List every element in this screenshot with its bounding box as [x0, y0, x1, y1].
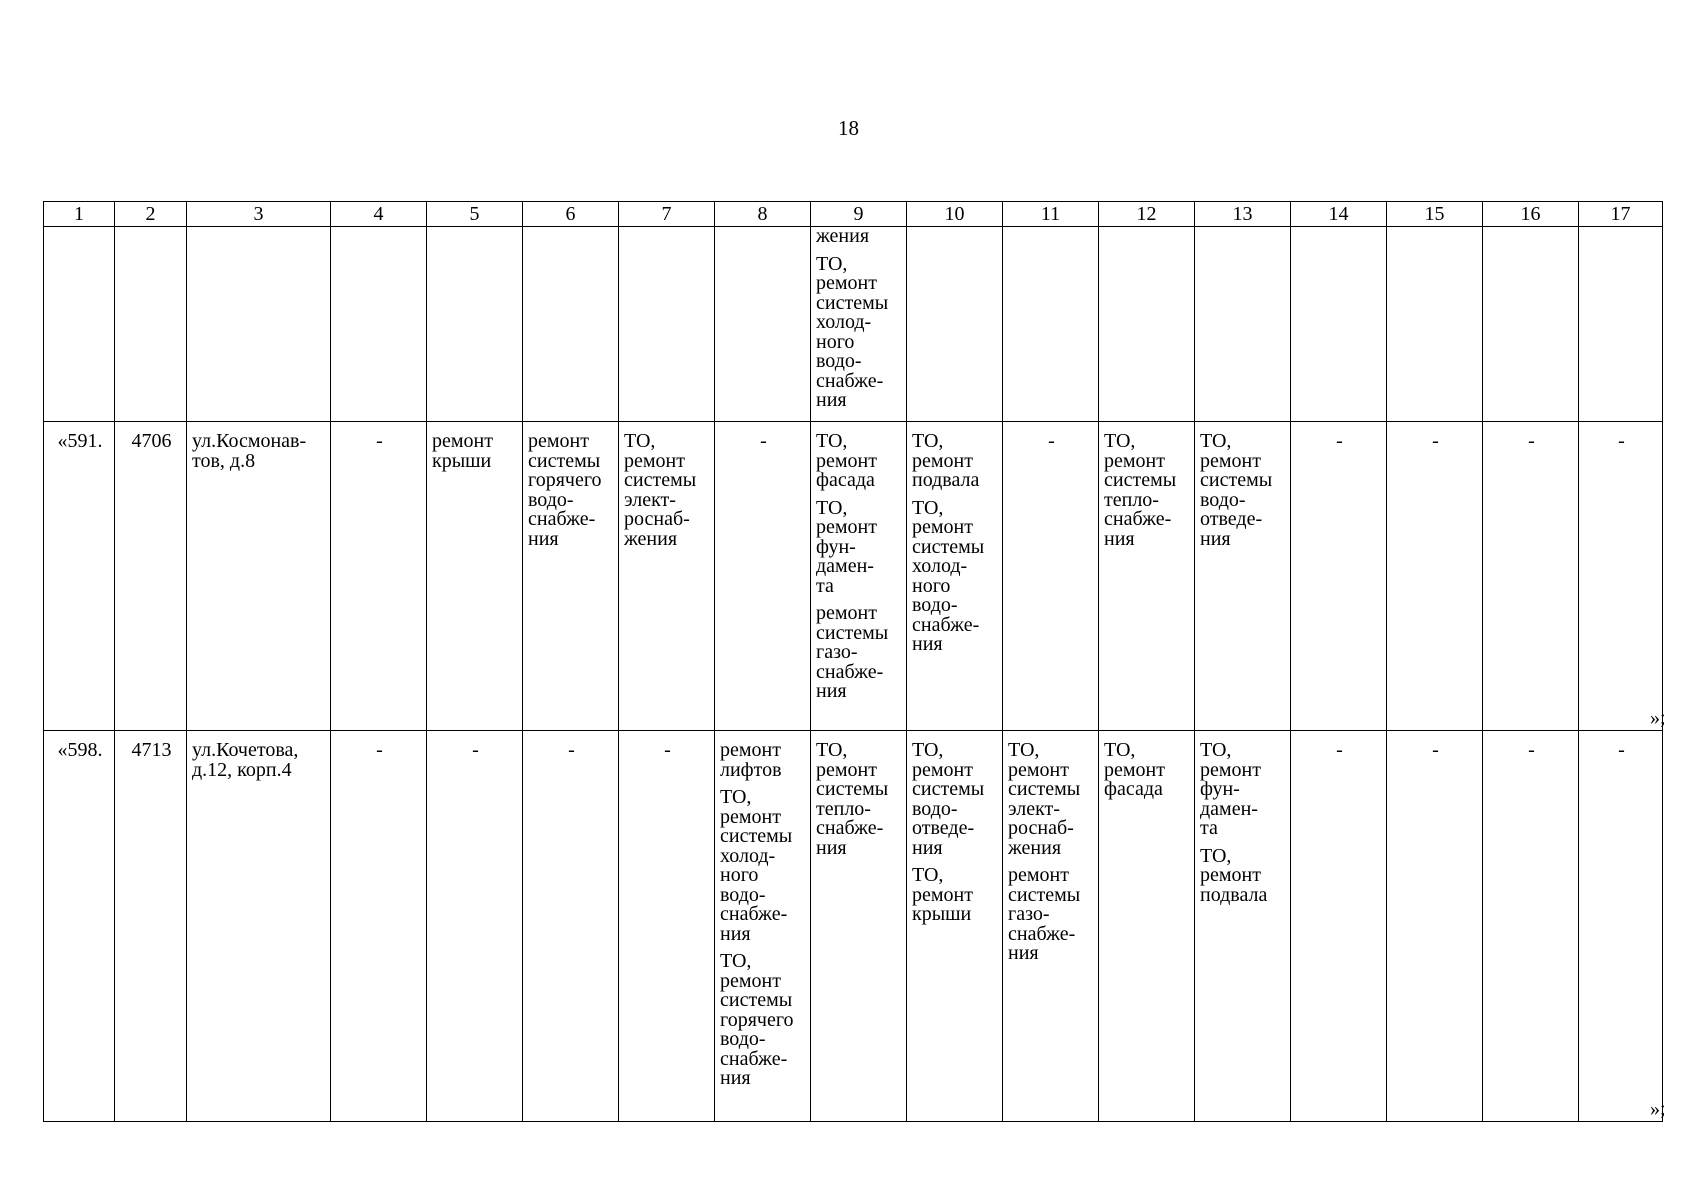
table-cell — [1483, 227, 1579, 422]
cell-text-line: ТО, — [1200, 430, 1232, 452]
cell-text-line: тепло- — [816, 797, 871, 820]
table-cell — [187, 422, 331, 731]
cell-text-line: ного — [912, 574, 951, 597]
column-number: 13 — [1195, 202, 1291, 227]
cell-text-line: ремонт — [720, 805, 781, 828]
cell-text-line: холод- — [720, 844, 776, 867]
cell-text-line: - — [1432, 739, 1439, 761]
cell-text-line: та — [1200, 817, 1218, 839]
table-cell — [44, 227, 115, 422]
table-cell — [1291, 227, 1387, 422]
table-row — [44, 227, 1663, 422]
cell-entry — [1200, 844, 1287, 906]
cell-text-line: системы — [912, 535, 985, 558]
column-number: 4 — [331, 202, 427, 227]
table-cell — [907, 731, 1003, 1122]
table-cell — [907, 227, 1003, 422]
cell-text-line: ремонт — [912, 758, 973, 781]
table-cell — [44, 731, 115, 1122]
table-cell — [1195, 227, 1291, 422]
cell-text-line: ТО, — [912, 864, 944, 886]
cell-text-line: снабже- — [1104, 508, 1172, 530]
table-cell — [44, 422, 115, 731]
cell-text-line: ТО, — [720, 786, 752, 808]
closing-quote: »; — [1650, 1097, 1666, 1120]
cell-entry — [120, 741, 183, 761]
cell-text-line: водо- — [912, 797, 958, 820]
cell-text-line: ТО, — [1104, 739, 1136, 761]
cell-text-line: водо- — [720, 1028, 766, 1050]
cell-entry — [1584, 741, 1659, 761]
table-cell — [715, 422, 811, 731]
cell-text-line: ТО, — [1200, 739, 1232, 761]
cell-entry — [1008, 432, 1095, 452]
cell-entry — [1488, 741, 1575, 761]
cell-entry — [432, 432, 519, 471]
cell-entry — [816, 432, 903, 491]
column-number: 5 — [427, 202, 523, 227]
cell-text-line: ния — [528, 527, 559, 550]
table-cell — [1099, 422, 1195, 731]
cell-entry — [1008, 741, 1095, 858]
cell-text-line: ТО, — [1200, 844, 1232, 867]
table-cell — [1291, 731, 1387, 1122]
cell-text-line: ния — [1104, 527, 1135, 550]
cell-text-line: системы — [816, 778, 889, 800]
cell-text-line: ния — [720, 1067, 751, 1089]
cell-text-line: системы — [816, 621, 889, 644]
cell-text-line: - — [376, 739, 383, 761]
table-cell — [427, 227, 523, 422]
cell-text-line: ремонт — [624, 449, 685, 472]
table-cell — [1387, 227, 1483, 422]
table-cell — [715, 227, 811, 422]
cell-text-line: жения — [816, 226, 870, 247]
column-number: 14 — [1291, 202, 1387, 227]
column-number: 1 — [44, 202, 115, 227]
cell-text-line: фасада — [1104, 778, 1163, 800]
cell-text-line: ТО, — [1104, 430, 1136, 452]
table-cell — [427, 422, 523, 731]
column-number: 2 — [115, 202, 187, 227]
table-cell — [1195, 422, 1291, 731]
cell-text-line: роснаб- — [624, 508, 690, 530]
cell-text-line: ремонт — [720, 739, 781, 761]
cell-text-line: системы — [720, 989, 793, 1011]
cell-entry — [720, 788, 807, 944]
cell-entry — [912, 432, 999, 491]
cell-text-line: ремонт — [1104, 449, 1165, 472]
table-cell — [523, 731, 619, 1122]
cell-text-line: системы — [1008, 883, 1081, 906]
cell-text-line: - — [1432, 430, 1439, 452]
cell-entry — [912, 866, 999, 925]
cell-text-line: - — [664, 739, 671, 761]
cell-text-line: лифтов — [720, 758, 782, 781]
cell-entry — [1392, 741, 1479, 761]
cell-text-line: холод- — [912, 555, 968, 577]
cell-text-line: - — [568, 739, 575, 761]
cell-text-line: ремонт — [816, 602, 877, 624]
cell-text-line: ТО, — [1008, 739, 1040, 761]
column-number-row — [44, 202, 1663, 227]
column-number: 17 — [1579, 202, 1663, 227]
cell-text-line: элект- — [1008, 797, 1060, 820]
cell-text-line: ния — [720, 922, 751, 945]
cell-text-line: снабже- — [912, 613, 980, 636]
table-cell — [523, 422, 619, 731]
cell-text-line: ремонт — [1200, 864, 1261, 886]
cell-text-line: системы — [720, 825, 793, 847]
cell-text-line: системы — [528, 449, 601, 472]
cell-text-line: ремонт — [912, 449, 973, 472]
cell-entry — [816, 227, 903, 247]
table-cell — [1099, 227, 1195, 422]
cell-entry — [624, 432, 711, 549]
cell-entry — [720, 741, 807, 780]
cell-text-line: фасада — [816, 469, 875, 491]
cell-entry — [912, 741, 999, 858]
column-number: 9 — [811, 202, 907, 227]
cell-text-line: системы — [624, 469, 697, 491]
cell-text-line: - — [1618, 739, 1625, 761]
cell-text-line: ремонт — [1104, 758, 1165, 781]
table-cell — [115, 227, 187, 422]
cell-entry — [1296, 432, 1383, 452]
cell-text-line: - — [1336, 739, 1343, 761]
cell-text-line: газо- — [1008, 903, 1050, 925]
cell-text-line: ТО, — [912, 430, 944, 452]
cell-text-line: - — [1336, 430, 1343, 452]
cell-text-line: - — [1048, 430, 1055, 452]
cell-entry — [816, 741, 903, 858]
closing-quote: »; — [1650, 706, 1666, 729]
table-cell — [811, 227, 907, 422]
table-cell — [619, 731, 715, 1122]
cell-text-line: горячего — [528, 469, 602, 491]
cell-text-line: ния — [816, 836, 847, 859]
cell-text-line: водо- — [1200, 488, 1246, 511]
table-cell — [1579, 731, 1663, 1122]
cell-text-line: холод- — [816, 311, 872, 333]
column-number: 8 — [715, 202, 811, 227]
table-cell — [1387, 422, 1483, 731]
table-cell — [1003, 422, 1099, 731]
table-cell — [1483, 731, 1579, 1122]
cell-entry — [192, 741, 327, 780]
cell-text-line: ТО, — [816, 252, 848, 275]
cell-entry — [336, 741, 423, 761]
table-cell — [907, 422, 1003, 731]
table-row — [44, 731, 1663, 1122]
cell-text-line: д.12, корп.4 — [192, 758, 292, 781]
repair-schedule-table — [43, 201, 1663, 1122]
table-cell — [1195, 731, 1291, 1122]
table-cell — [1483, 422, 1579, 731]
cell-text-line: подвала — [1200, 883, 1268, 906]
cell-entry — [816, 496, 903, 597]
cell-entry — [1200, 741, 1287, 839]
cell-text-line: - — [1528, 430, 1535, 452]
cell-text-line: ТО, — [912, 739, 944, 761]
cell-text-line: снабже- — [720, 1047, 788, 1070]
table-cell — [187, 731, 331, 1122]
cell-entry — [1296, 741, 1383, 761]
cell-text-line: ремонт — [816, 272, 877, 294]
cell-text-line: системы — [1104, 469, 1177, 491]
table-cell — [1003, 731, 1099, 1122]
cell-text-line: ния — [816, 389, 847, 411]
cell-text-line: ния — [912, 633, 943, 655]
cell-text-line: дамен- — [816, 555, 874, 577]
cell-text-line: ремонт — [1008, 758, 1069, 781]
cell-text-line: ремонт — [816, 758, 877, 781]
page-number: 18 — [838, 116, 859, 140]
cell-text-line: системы — [1200, 469, 1273, 491]
cell-text-line: та — [816, 574, 834, 597]
cell-text-line: отведе- — [1200, 508, 1263, 530]
cell-text-line: снабже- — [816, 817, 884, 839]
cell-text-line: ТО, — [816, 430, 848, 452]
cell-text-line: 4713 — [131, 739, 172, 761]
cell-entry — [1392, 432, 1479, 452]
cell-entry — [49, 432, 111, 452]
table-cell — [1579, 227, 1663, 422]
cell-text-line: ремонт — [528, 430, 589, 452]
cell-text-line: ного — [720, 864, 759, 886]
cell-entry — [192, 432, 327, 471]
cell-text-line: фун- — [816, 535, 856, 558]
column-number: 10 — [907, 202, 1003, 227]
table-cell — [811, 731, 907, 1122]
cell-text-line: ТО, — [816, 496, 848, 519]
table-cell — [115, 731, 187, 1122]
cell-text-line: ремонт — [912, 516, 973, 538]
column-number: 12 — [1099, 202, 1195, 227]
cell-text-line: - — [376, 430, 383, 452]
column-number: 3 — [187, 202, 331, 227]
cell-text-line: жения — [624, 527, 678, 550]
cell-text-line: крыши — [432, 449, 492, 472]
cell-entry — [720, 952, 807, 1089]
cell-text-line: системы — [912, 778, 985, 800]
table-cell — [427, 731, 523, 1122]
cell-text-line: снабже- — [816, 660, 884, 683]
cell-text-line: ТО, — [624, 430, 656, 452]
table-cell — [1099, 731, 1195, 1122]
table-cell — [1291, 422, 1387, 731]
cell-entry — [432, 741, 519, 761]
table-cell — [619, 227, 715, 422]
cell-text-line: дамен- — [1200, 797, 1258, 820]
cell-entry — [1104, 741, 1191, 800]
cell-entry — [816, 252, 903, 411]
cell-entry — [912, 496, 999, 655]
table-cell — [331, 731, 427, 1122]
cell-text-line: горячего — [720, 1008, 794, 1031]
table-row — [44, 422, 1663, 731]
table-cell — [115, 422, 187, 731]
cell-text-line: тепло- — [1104, 488, 1159, 511]
table-cell — [331, 422, 427, 731]
cell-text-line: ремонт — [1200, 758, 1261, 781]
cell-text-line: 4706 — [131, 430, 172, 452]
column-number: 15 — [1387, 202, 1483, 227]
table-cell — [1387, 731, 1483, 1122]
cell-text-line: ТО, — [720, 950, 752, 972]
cell-text-line: подвала — [912, 469, 980, 491]
table-cell — [187, 227, 331, 422]
cell-text-line: ния — [1200, 527, 1231, 550]
cell-entry — [336, 432, 423, 452]
cell-text-line: роснаб- — [1008, 817, 1074, 839]
cell-text-line: ремонт — [1008, 864, 1069, 886]
cell-entry — [528, 741, 615, 761]
cell-text-line: водо- — [816, 350, 862, 372]
cell-text-line: крыши — [912, 903, 972, 925]
cell-entry — [1008, 866, 1095, 964]
cell-text-line: водо- — [720, 883, 766, 906]
cell-text-line: ного — [816, 330, 855, 353]
cell-text-line: элект- — [624, 488, 676, 511]
cell-entry — [816, 604, 903, 702]
cell-text-line: снабже- — [816, 369, 884, 392]
table-cell — [715, 731, 811, 1122]
cell-text-line: - — [760, 430, 767, 452]
table-cell — [619, 422, 715, 731]
cell-text-line: ТО, — [816, 739, 848, 761]
cell-text-line: снабже- — [720, 903, 788, 925]
cell-text-line: ремонт — [912, 883, 973, 906]
cell-text-line: системы — [816, 291, 889, 314]
table-cell — [331, 227, 427, 422]
cell-text-line: водо- — [528, 488, 574, 511]
cell-text-line: ния — [912, 836, 943, 859]
cell-entry — [1200, 432, 1287, 549]
column-number: 11 — [1003, 202, 1099, 227]
cell-entry — [1488, 432, 1575, 452]
cell-text-line: снабже- — [1008, 922, 1076, 945]
column-number: 6 — [523, 202, 619, 227]
column-number: 16 — [1483, 202, 1579, 227]
cell-text-line: - — [1618, 430, 1625, 452]
cell-entry — [1584, 432, 1659, 452]
cell-text-line: «598. — [57, 739, 103, 761]
cell-entry — [528, 432, 615, 549]
cell-text-line: тов, д.8 — [192, 449, 256, 472]
cell-text-line: отведе- — [912, 817, 975, 839]
cell-text-line: ул.Кочетова, — [192, 739, 299, 761]
cell-text-line: снабже- — [528, 508, 596, 530]
table-cell — [1003, 227, 1099, 422]
cell-text-line: ремонт — [432, 430, 493, 452]
cell-text-line: ремонт — [816, 449, 877, 472]
cell-text-line: газо- — [816, 641, 858, 663]
column-number: 7 — [619, 202, 715, 227]
table-cell — [1579, 422, 1663, 731]
cell-text-line: ул.Космонав- — [192, 430, 307, 452]
cell-text-line: водо- — [912, 594, 958, 616]
cell-text-line: ТО, — [912, 496, 944, 519]
cell-text-line: ремонт — [720, 969, 781, 992]
table-cell — [811, 422, 907, 731]
cell-entry — [624, 741, 711, 761]
cell-text-line: жения — [1008, 836, 1062, 859]
table-cell — [523, 227, 619, 422]
cell-text-line: ремонт — [816, 516, 877, 538]
cell-text-line: ния — [1008, 942, 1039, 964]
cell-entry — [49, 741, 111, 761]
cell-text-line: ния — [816, 680, 847, 702]
cell-text-line: системы — [1008, 778, 1081, 800]
cell-text-line: «591. — [57, 430, 103, 452]
cell-text-line: фун- — [1200, 778, 1240, 800]
cell-text-line: - — [1528, 739, 1535, 761]
cell-entry — [720, 432, 807, 452]
cell-text-line: - — [472, 739, 479, 761]
cell-entry — [120, 432, 183, 452]
cell-text-line: ремонт — [1200, 449, 1261, 472]
cell-entry — [1104, 432, 1191, 549]
